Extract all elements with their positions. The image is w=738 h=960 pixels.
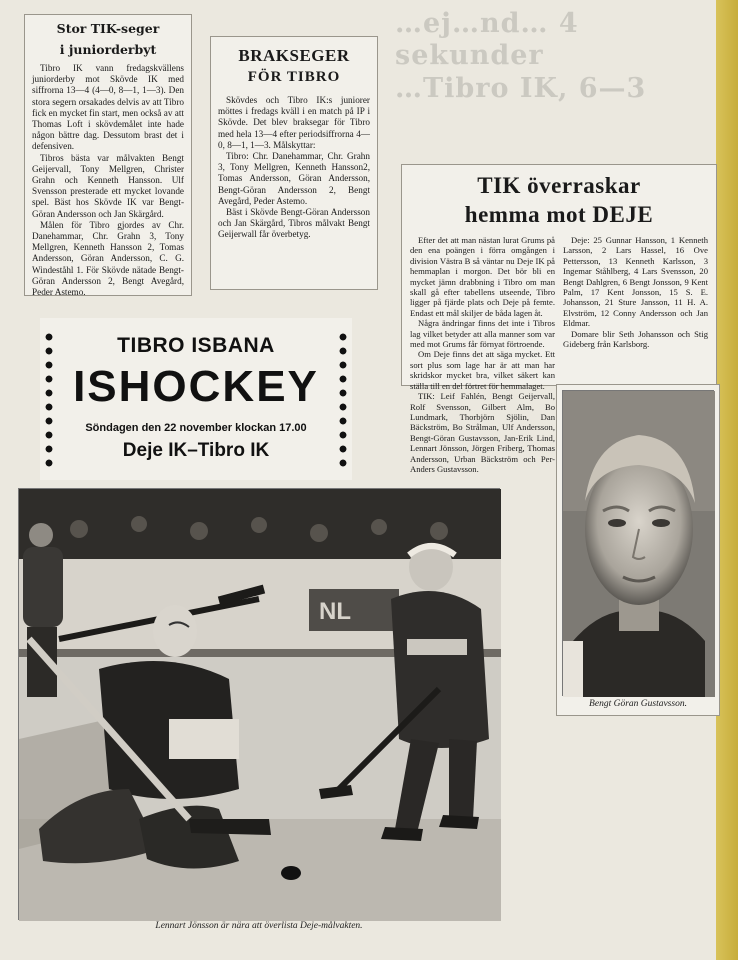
article3-paragraph: Om Deje finns det att säga mycket. Ett sort plus som lage har är att man har skridskor mycket bra, vilket säkert kan ställa till en del förtret för hemmalaget.	[410, 349, 555, 391]
bleed-line-2: …Tibro IK, 6—3	[395, 72, 647, 104]
board-advert-letters: NL	[319, 598, 351, 625]
article3-headline-1: TIK överraskar	[477, 173, 641, 198]
puck	[281, 866, 301, 880]
article3-paragraph: Deje: 25 Gunnar Hansson, 1 Kenneth Larsson, 2 Lars Hassel, 16 Ove Pettersson, 13 Kenneth Karlsson, 3 Ingemar Ståhlberg, 4 Lars Svensson, 20 Bengt Dahlgren, 6 Bengt Jonsson, 9 Kent Palm, 17 Kent Jonsson, 15 S. E. Johansson, 21 Sture Jansson, 11 H. A. Elvström, 12 Conny Andersson och Jan Eldmar.	[563, 235, 708, 329]
article1-headline-1: Stor TIK-seger	[56, 21, 160, 36]
article1-paragraph: Tibro IK vann fredagskvällens juniorderby mot Skövde IK med siffrorna 13—4 (4—0, 8—1, 1—3). Den stora segern orsakades delvis av att Tibro fick en mycket fin start, men också av att Thomas Loft i skövdemålet inte hade någon bättre dag. Dessutom brast det i defensiven.	[32, 63, 184, 152]
article1-headline-2: i juniorderbyt	[59, 42, 157, 57]
portrait-illustration	[563, 391, 715, 697]
article2-body	[218, 95, 370, 241]
article-tik-overraskar	[401, 164, 717, 474]
ad-sport-title: ISHOCKEY	[73, 362, 319, 411]
bleed-line-1: …ej…nd… 4 sekunder	[395, 8, 579, 72]
article1-body	[32, 63, 184, 298]
article2-paragraph: Tibro: Chr. Danehammar, Chr. Grahn 3, Tony Mellgren, Kenneth Hansson2, Tomas Andersson, Göran Andersson, Bengt-Göran Andersson 2, Bengt Avegård, Peder Astemo.	[218, 151, 370, 206]
article3-column-1	[410, 235, 555, 474]
article-brakseger	[210, 36, 378, 290]
ad-date-line: Söndagen den 22 november klockan 17.00	[85, 422, 307, 434]
ad-dot-border-left	[44, 330, 54, 470]
bleed-through-headline	[395, 8, 725, 105]
article3-headline-2: hemma mot DEJE	[464, 202, 654, 227]
match-advertisement	[40, 318, 352, 480]
article2-paragraph: Bäst i Skövde Bengt-Göran Andersson och Jan Skärgård, Tibros målvakt Bengt Geijerwall får överbetyg.	[218, 207, 370, 240]
article-junior-derby	[24, 14, 192, 296]
ad-dot-border-right	[338, 330, 348, 470]
ad-venue: TIBRO ISBANA	[117, 334, 275, 357]
article2-paragraph: Skövdes och Tibro IK:s juniorer möttes i fredags kväll i en match på IP i Skövde. Det blev braksegar för Tibro med hela 13—4 efter periodsiffrorna 4—0, 8—1, 1—3. Målskyttar:	[218, 95, 370, 150]
hockey-scene-illustration	[19, 489, 501, 921]
article1-paragraph: Målen för Tibro gjordes av Chr. Danehammar, Chr. Grahn 3, Tony Mellgren, Kenneth Hansson 2, Tomas Andersson, Göran Andersson, C. G. Windeståhl 1. För Skövde nätade Bengt-Göran Andersson 2, Bengt Avegård, Peder Astemo.	[32, 219, 184, 298]
article3-paragraph: Domare blir Seth Johansson och Stig Gideberg från Karlsborg.	[563, 328, 708, 350]
article2-headline-1: BRAKSEGER	[238, 46, 350, 65]
article3-paragraph: TIK: Leif Fahlén, Bengt Geijervall, Rolf Svensson, Gilbert Alm, Bo Lundmark, Thorbjörn Sjölin, Dan Bäckström, Bo Strålman, Ulf Andersson, Bengt-Göran Gustavsson, Jan-Erik Lind, Lennart Jönsson, Jörgen Friberg, Thomas Andersson, Urban Bäckström och Per-Anders Gustavsson.	[410, 391, 555, 474]
portrait-photo	[562, 390, 714, 696]
hockey-action-photo	[18, 488, 500, 920]
ad-match-line: Deje IK–Tibro IK	[122, 440, 270, 461]
article3-paragraph: Några ändringar finns det inte i Tibros lag vilket betyder att alla manner som var med mot Grums får förnyat förtroende.	[410, 318, 555, 350]
article2-headline-2: FÖR TIBRO	[247, 69, 341, 85]
article1-paragraph: Tibros bästa var målvakten Bengt Geijervall, Tony Mellgren, Christer Grahn och Kenneth Hansson. Ulf Svensson presterade ett mycket lovande spel. Bäst hos Skövde IK var Bengt-Göran Andersson och Jan Skärgård.	[32, 152, 184, 219]
main-photo-caption: Lennart Jönsson är nära att överlista Deje-målvakten.	[155, 921, 363, 931]
portrait-caption: Bengt Göran Gustavsson.	[589, 699, 687, 709]
article3-paragraph: Efter det att man nästan lurat Grums på den ena poängen i förra omgången i division Västra B så väntar nu Deje IK på hemmaplan i morgon. Det bör bli en mycket jämn drabbning i Tibro om man skall gå efter tabellens utseende, Tibro ligger på fjärde plats och Deje på femte. Endast ett mål skiljer de båda lagen åt.	[410, 235, 555, 318]
